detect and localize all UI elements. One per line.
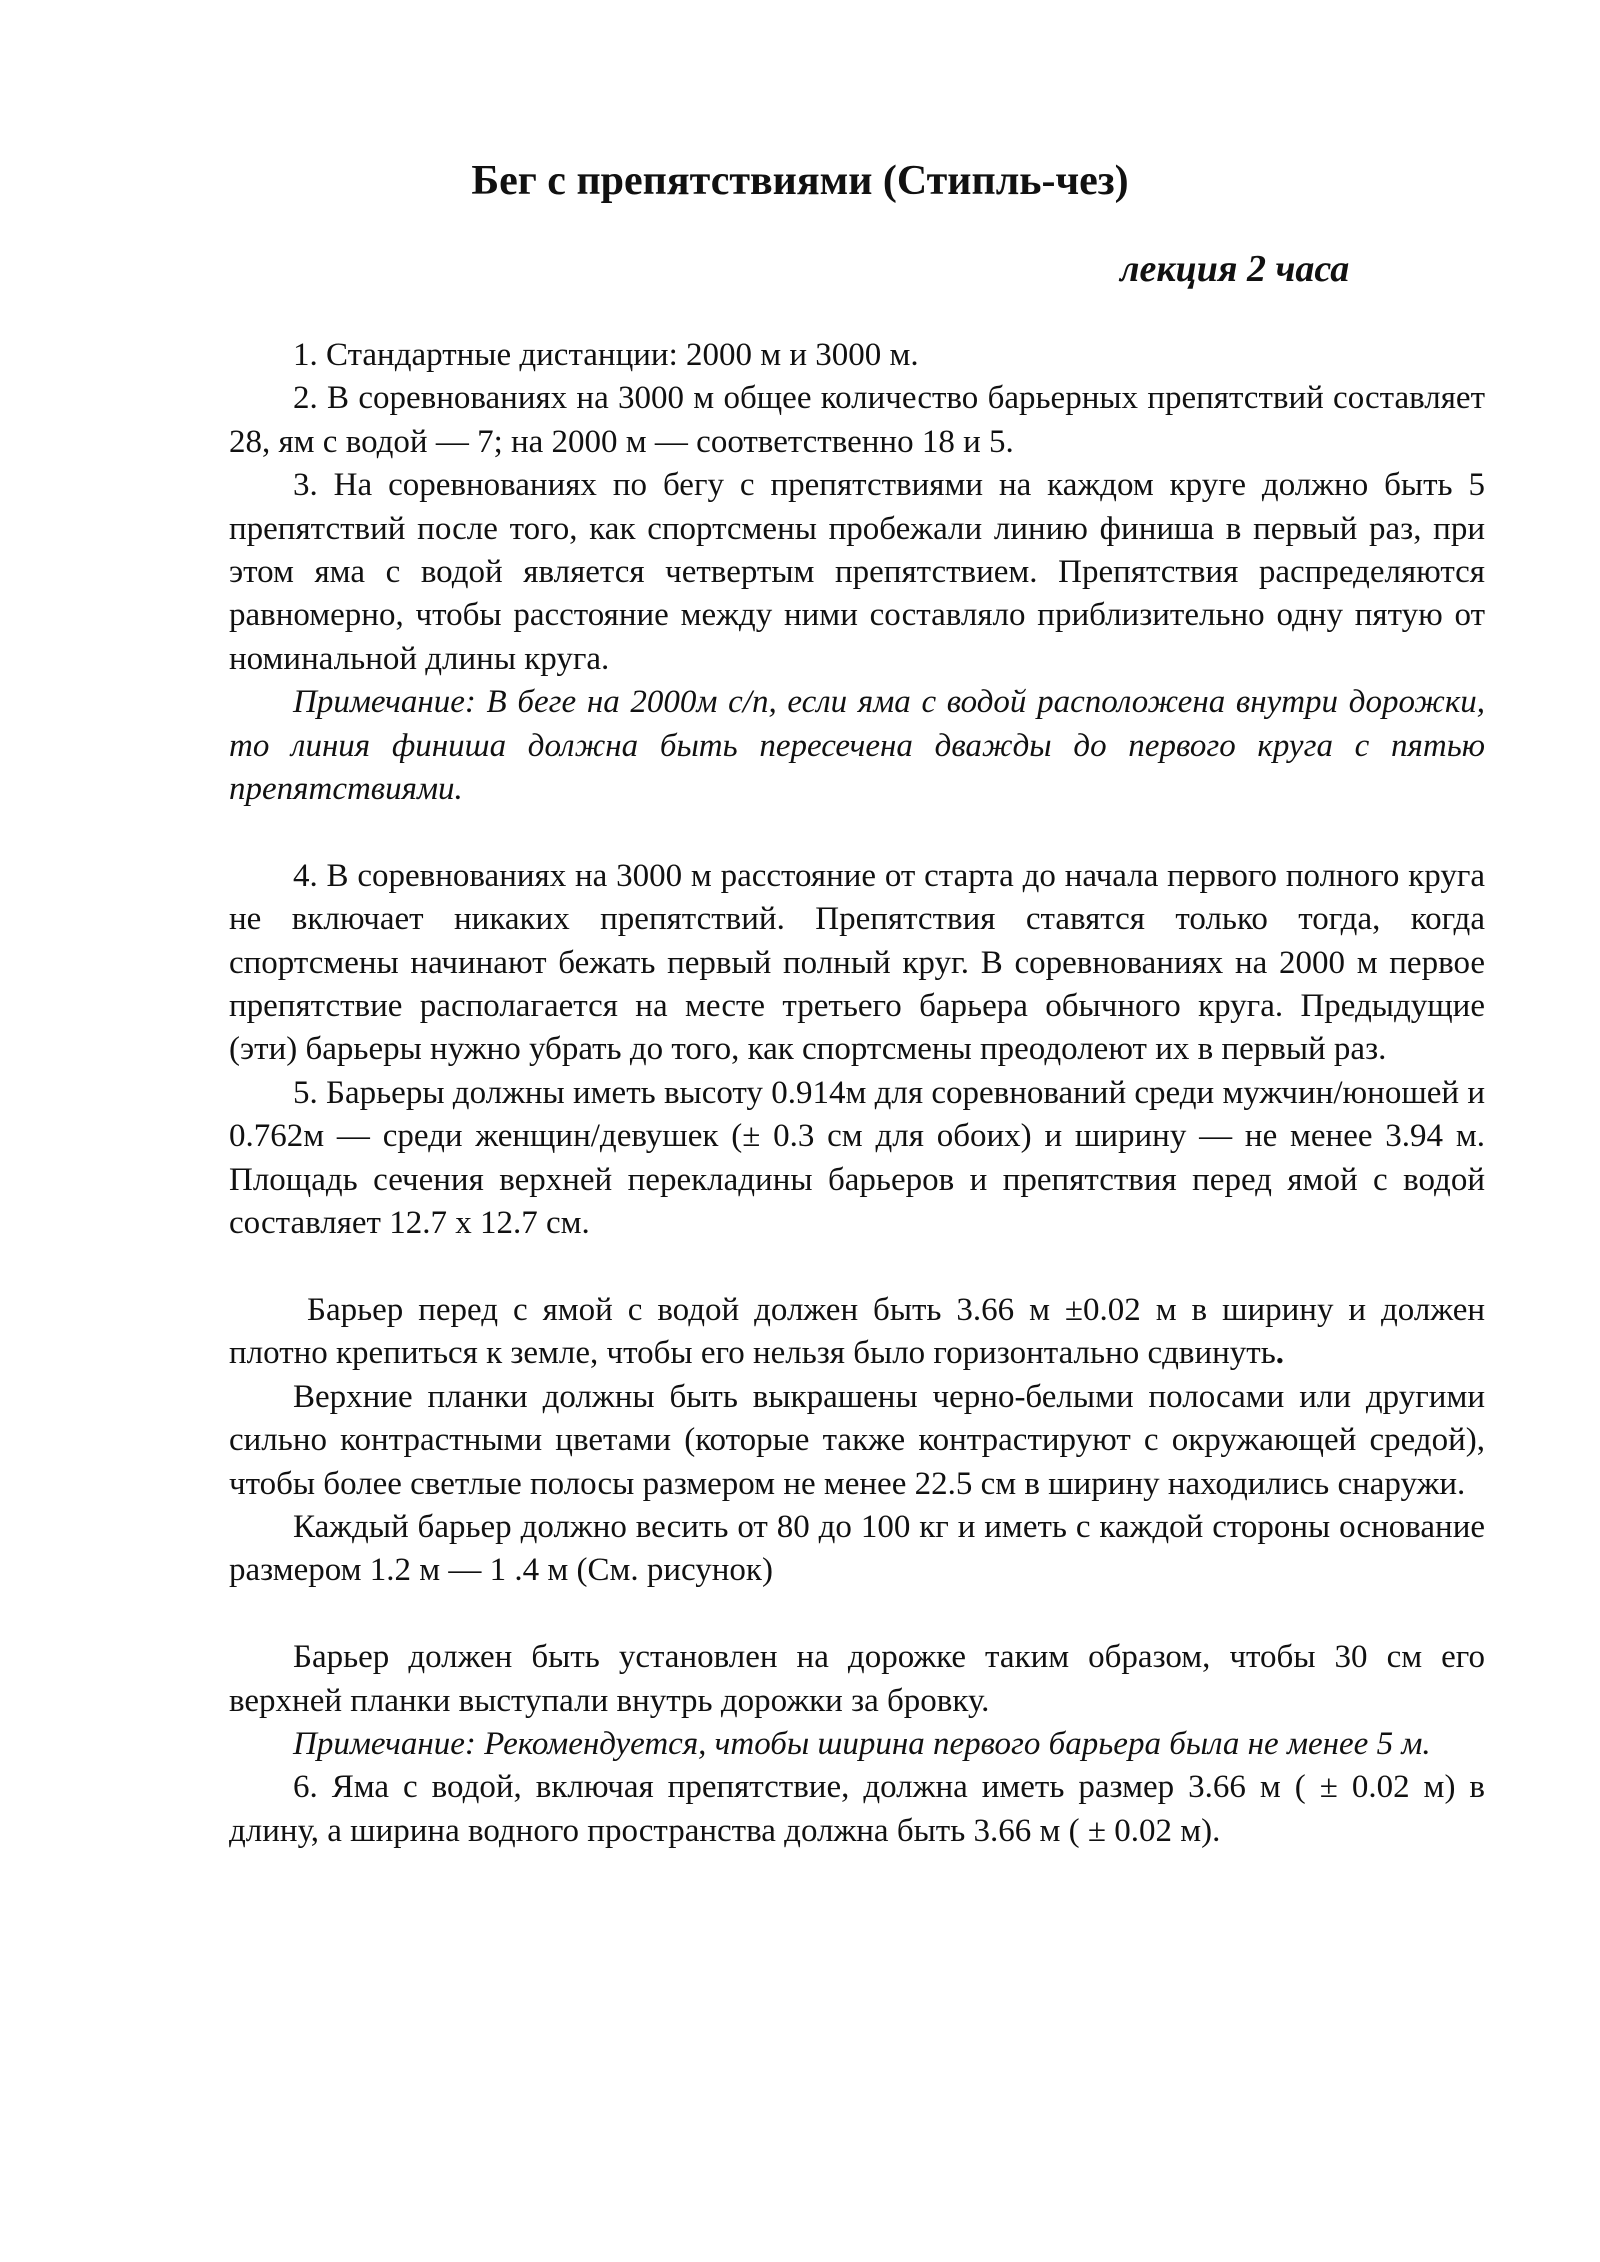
paragraph-distances: 1. Стандартные дистанции: 2000 м и 3000 м.: [293, 337, 919, 373]
spacer: [229, 811, 1485, 854]
paragraph-water-barrier: [229, 1289, 1485, 1376]
water-barrier-period: .: [1275, 1335, 1285, 1372]
spacer: [229, 1246, 1485, 1289]
paragraph-barrier-weight: Каждый барьер должно весить от 80 до 100 кг и иметь с каждой стороны основание размером 1.2 м — 1 .4 м (См. рисунок): [229, 1508, 1485, 1589]
note-2000m: Примечание: В беге на 2000м с/п, если яма с водой расположена внутри дорожки, то линия финиша должна быть пересечена дважды до первого круга с пятью препятствиями.: [229, 684, 1485, 808]
paragraph-start-distance: 4. В соревнованиях на 3000 м расстояние от старта до начала первого полного круга не включает никаких препятствий. Препятствия ставятся только тогда, когда спортсмены начинают бежать первый полный круг. В соревнованиях на 2000 м первое препятствие располагается на месте третьего барьера обычного круга. Предыдущие (эти) барьеры нужно убрать до того, как спортсмены преодолеют их в первый раз.: [229, 857, 1485, 1068]
spacer: [229, 1593, 1485, 1636]
paragraph-barrier-height: 5. Барьеры должны иметь высоту 0.914м для соревнований среди мужчин/юношей и 0.762м — среди женщин/девушек (± 0.3 см для обоих) и ширину — не менее 3.94 м. Площадь сечения верхней перекладины барьеров и препятствия перед ямой с водой составляет 12.7 х 12.7 см.: [229, 1074, 1485, 1242]
paragraph-obstacle-count: 2. В соревнованиях на 3000 м общее количество барьерных препятствий составляет 28, ям с водой — 7; на 2000 м — соответственно 18 и 5.: [229, 380, 1485, 460]
paragraph-obstacles-per-lap: 3. На соревнованиях по бегу с препятствиями на каждом круге должно быть 5 препятствий после того, как спортсмены пробежали линию финиша в первый раз, при этом яма с водой является четвертым препятствием. Препятствия распределяются равномерно, чтобы расстояние между ними составляло приблизительно одну пятую от номинальной длины круга.: [229, 467, 1485, 677]
document-subtitle: лекция 2 часа: [1120, 248, 1350, 290]
paragraph-top-bars: Верхние планки должны быть выкрашены черно-белыми полосами или другими сильно контрастными цветами (которые также контрастируют с окружающей средой), чтобы более светлые полосы размером не менее 22.5 см в ширину находились снаружи.: [229, 1378, 1485, 1502]
water-barrier-text: Барьер перед с ямой с водой должен быть 3.66 м ±0.02 м в ширину и должен плотно крепиться к земле, чтобы его нельзя было горизонтально сдвинуть: [229, 1291, 1485, 1372]
document-title: Бег с препятствиями (Стипль-чез): [471, 158, 1129, 204]
document-body: [229, 334, 1485, 1853]
note-first-barrier: Примечание: Рекомендуется, чтобы ширина первого барьера была не менее 5 м.: [293, 1725, 1431, 1762]
paragraph-water-pit: 6. Яма с водой, включая препятствие, должна иметь размер 3.66 м ( ± 0.02 м) в длину, а ширина водного пространства должна быть 3.66 м ( ± 0.02 м).: [229, 1769, 1485, 1849]
paragraph-barrier-placement: Барьер должен быть установлен на дорожке таким образом, чтобы 30 см его верхней планки выступали внутрь дорожки за бровку.: [229, 1639, 1485, 1719]
